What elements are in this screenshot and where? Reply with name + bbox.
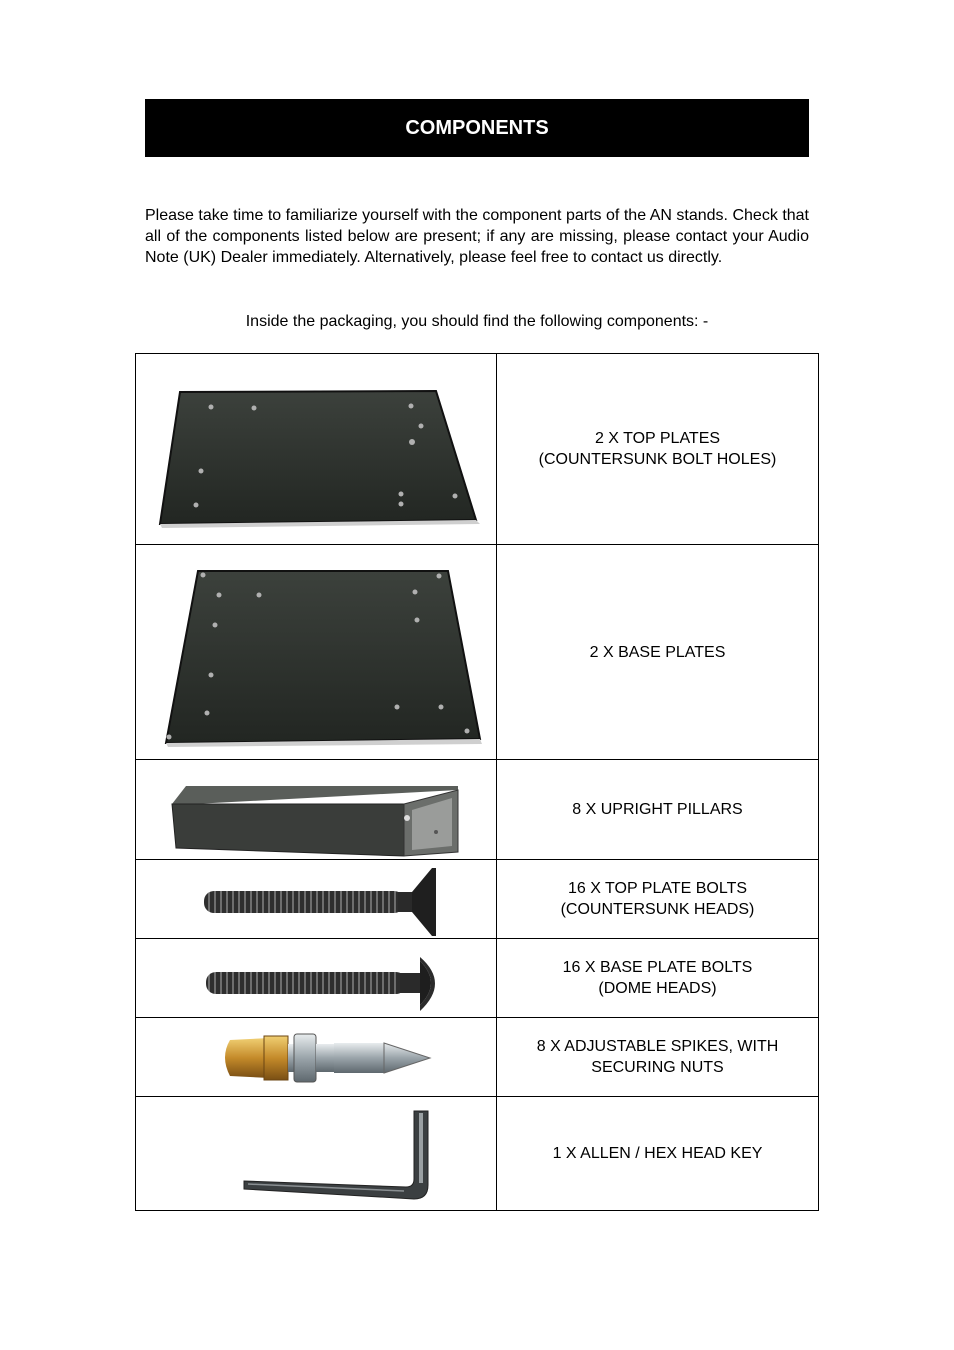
table-row [136,545,819,760]
pillar-icon [136,760,496,859]
component-image-cell [136,860,497,939]
component-description [497,760,819,860]
dome-bolt-icon [136,939,496,1017]
table-row [136,860,819,939]
countersunk-bolt-icon [136,860,496,938]
component-detail: SECURING NUTS [591,1059,724,1076]
component-detail: (COUNTERSUNK HEADS) [560,901,755,918]
component-detail: (DOME HEADS) [598,980,717,997]
component-description [497,939,819,1018]
component-name: 16 X BASE PLATE BOLTS [562,959,753,976]
component-image-cell [136,354,497,545]
table-row [136,939,819,1018]
component-description [497,860,819,939]
component-description [497,545,819,760]
component-name: 8 X UPRIGHT PILLARS [572,801,743,818]
components-table [135,353,819,1211]
page-title: COMPONENTS [405,116,549,139]
page-title-banner [145,99,809,157]
component-detail: (COUNTERSUNK BOLT HOLES) [538,451,777,468]
intro-lead: Inside the packaging, you should find the following components: - [245,313,709,330]
component-description [497,1018,819,1097]
component-name: 16 X TOP PLATE BOLTS [567,880,748,897]
table-row [136,354,819,545]
component-description [497,354,819,545]
component-image-cell [136,760,497,860]
component-description [497,1097,819,1211]
component-image-cell [136,1097,497,1211]
component-image-cell [136,545,497,760]
component-name: 2 X TOP PLATES [594,430,721,447]
component-name: 1 X ALLEN / HEX HEAD KEY [552,1145,763,1162]
component-image-cell [136,1018,497,1097]
intro-paragraph: Please take time to familiarize yourself with the component parts of the AN stands. Check that all of the components listed below are present; if any are missing, please contact your Audio Note (UK) Dealer immediately. Alternatively, please feel free to contact us directly. [145,207,809,266]
component-name: 2 X BASE PLATES [589,643,726,661]
hex-key-icon [136,1097,496,1210]
table-row [136,760,819,860]
table-row [136,1097,819,1211]
spike-icon [136,1018,496,1096]
base-plate-icon [136,545,496,759]
component-image-cell [136,939,497,1018]
top-plate-icon [136,354,496,544]
table-row [136,1018,819,1097]
component-name: 8 X ADJUSTABLE SPIKES, WITH [536,1038,779,1055]
